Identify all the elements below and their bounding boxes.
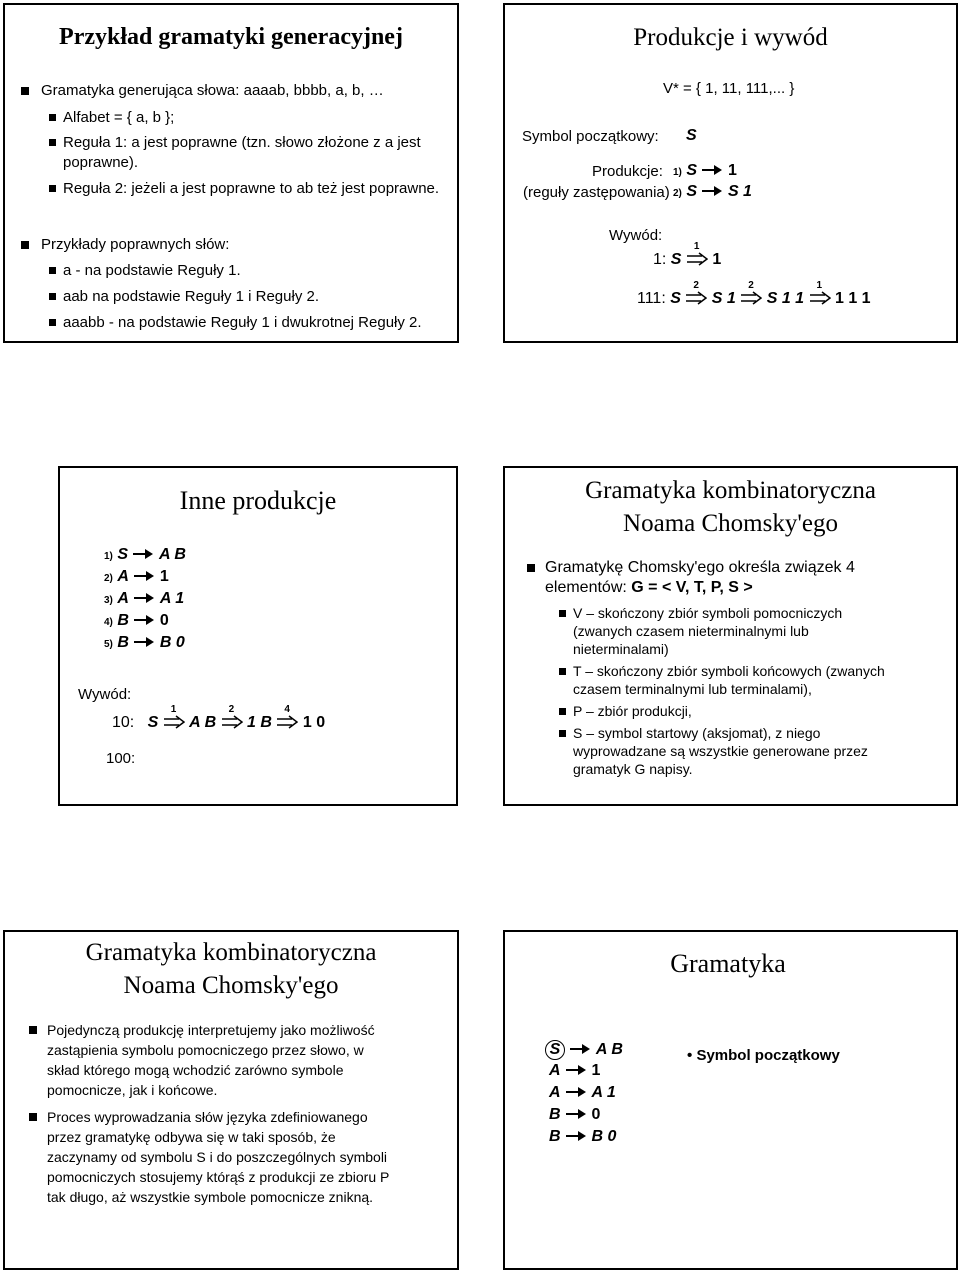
slide-2-title: Produkcje i wywód bbox=[633, 24, 828, 51]
bullet-square-icon bbox=[49, 139, 56, 146]
production-2: 2) A 1 bbox=[104, 568, 169, 585]
production-5: 5) B B 0 bbox=[104, 634, 185, 651]
production-1: 1) S 1 bbox=[673, 162, 737, 179]
derivation-10: 10: S 1 A B 2 1 B 4 1 0 bbox=[112, 704, 326, 731]
slide-1 bbox=[3, 3, 459, 343]
sub-bullet: Alfabet = { a, b }; bbox=[49, 108, 449, 128]
arrow-icon bbox=[133, 636, 155, 648]
production-2: 2) S S 1 bbox=[673, 183, 752, 200]
sub-bullet: V – skończony zbiór symboli pomocniczych (zwanych czasem nieterminalnymi lub nieterminalami) bbox=[559, 604, 954, 658]
derivation-label: Wywód: bbox=[78, 686, 132, 703]
vstar-set: V* = { 1, 11, 111,... } bbox=[663, 80, 795, 97]
derivation-2: 111: S 2 S 1 2 S 1 1 1 1 1 1 bbox=[637, 280, 871, 307]
sub-bullet: a - na podstawie Reguły 1. bbox=[49, 261, 449, 281]
sub-bullet: aaabb - na podstawie Reguły 1 i dwukrotnej Reguły 2. bbox=[49, 313, 449, 333]
grammar-rule-1: S A B bbox=[549, 1040, 623, 1060]
bullet: Gramatyka generująca słowa: aaaab, bbbb, a, b, … bbox=[21, 81, 451, 101]
slide-5 bbox=[3, 930, 459, 1270]
arrow-icon bbox=[701, 185, 723, 197]
bullet-square-icon bbox=[49, 293, 56, 300]
bullet: Proces wyprowadzania słów języka zdefiniowanego przez gramatykę odbywa się w taki sposób, że zaczynamy od symbolu S i do poszczególnych symboli pomocniczych stosujemy którąś z produkcji ze zbioru P tak długo, aż wszystkie symbole pomocnicze znikną. bbox=[29, 1107, 454, 1207]
slide-4-title: Gramatyka kombinatoryczna Noama Chomsky'ego bbox=[585, 477, 876, 537]
sub-bullet: Reguła 2: jeżeli a jest poprawne to ab też jest poprawne. bbox=[49, 179, 449, 199]
slide-6-title: Gramatyka bbox=[670, 949, 786, 978]
bullet: Pojedynczą produkcję interpretujemy jako możliwość zastąpienia symbolu pomocniczego przez słowo, w skład którego mogą wchodzić zarówno symbole pomocnicze, jak i końcowe. bbox=[29, 1020, 454, 1100]
bullet-square-icon bbox=[29, 1113, 37, 1121]
derivation-1: 1: S 1 1 bbox=[653, 241, 722, 268]
arrow-icon bbox=[132, 548, 154, 560]
sub-bullet: T – skończony zbiór symboli końcowych (zwanych czasem terminalnymi lub terminalami), bbox=[559, 662, 954, 698]
bullet-square-icon bbox=[559, 708, 566, 715]
double-arrow-icon bbox=[276, 715, 298, 729]
start-symbol-circled: S bbox=[545, 1040, 565, 1060]
bullet-square-icon bbox=[49, 267, 56, 274]
arrow-icon bbox=[565, 1130, 587, 1142]
production-3: 3) A A 1 bbox=[104, 590, 185, 607]
grammar-rule-4: B 0 bbox=[549, 1106, 601, 1123]
bullet: Przykłady poprawnych słów: bbox=[21, 235, 451, 255]
slide-4 bbox=[503, 466, 958, 806]
bullet-square-icon bbox=[21, 241, 29, 249]
sub-bullet: S – symbol startowy (aksjomat), z niego wyprowadzane są wszystkie generowane przez gramatyk G napisy. bbox=[559, 724, 954, 778]
grammar-rule-5: B B 0 bbox=[549, 1128, 617, 1145]
bullet-square-icon bbox=[559, 610, 566, 617]
arrow-icon bbox=[133, 570, 155, 582]
slide-6 bbox=[503, 930, 958, 1270]
double-arrow-icon bbox=[163, 715, 185, 729]
derivation-label: Wywód: bbox=[609, 227, 663, 244]
bullet-square-icon bbox=[29, 1026, 37, 1034]
double-arrow-icon bbox=[221, 715, 243, 729]
arrow-icon bbox=[701, 164, 723, 176]
slide-3 bbox=[58, 466, 458, 806]
production-1: 1) S A B bbox=[104, 546, 186, 563]
bullet-dot-icon: • bbox=[687, 1047, 693, 1064]
arrow-icon bbox=[565, 1108, 587, 1120]
start-symbol-bullet: • Symbol początkowy bbox=[687, 1047, 840, 1064]
bullet-square-icon bbox=[527, 564, 535, 572]
sub-bullet: aab na podstawie Reguły 1 i Reguły 2. bbox=[49, 287, 449, 307]
bullet-square-icon bbox=[49, 114, 56, 121]
sub-bullet: Reguła 1: a jest poprawne (tzn. słowo złożone z a jest poprawne). bbox=[49, 133, 449, 173]
productions-label: Produkcje: bbox=[592, 163, 663, 180]
arrow-icon bbox=[565, 1086, 587, 1098]
slide-1-title: Przykład gramatyki generacyjnej bbox=[59, 24, 403, 50]
double-arrow-icon bbox=[685, 291, 707, 305]
start-symbol-label: Symbol początkowy: bbox=[522, 128, 659, 145]
double-arrow-icon bbox=[740, 291, 762, 305]
slide-2 bbox=[503, 3, 958, 343]
derivation-100-label: 100: bbox=[106, 750, 136, 767]
arrow-icon bbox=[565, 1064, 587, 1076]
bullet-square-icon bbox=[559, 668, 566, 675]
arrow-icon bbox=[133, 614, 155, 626]
grammar-rule-3: A A 1 bbox=[549, 1084, 616, 1101]
slide-5-title: Gramatyka kombinatoryczna Noama Chomsky'ego bbox=[85, 939, 377, 999]
slide-3-title: Inne produkcje bbox=[179, 486, 337, 515]
bullet: Gramatykę Chomsky'ego określa związek 4 elementów: G = < V, T, P, S > bbox=[527, 558, 947, 598]
bullet-square-icon bbox=[21, 87, 29, 95]
arrow-icon bbox=[569, 1043, 591, 1055]
start-symbol: S bbox=[686, 127, 697, 144]
production-4: 4) B 0 bbox=[104, 612, 169, 629]
bullet-square-icon bbox=[49, 185, 56, 192]
double-arrow-icon bbox=[686, 252, 708, 266]
grammar-rule-2: A 1 bbox=[549, 1062, 601, 1079]
bullet-square-icon bbox=[49, 319, 56, 326]
bullet-square-icon bbox=[559, 730, 566, 737]
sub-bullet: P – zbiór produkcji, bbox=[559, 702, 954, 720]
arrow-icon bbox=[133, 592, 155, 604]
productions-sublabel: (reguły zastępowania) bbox=[523, 184, 670, 201]
double-arrow-icon bbox=[809, 291, 831, 305]
